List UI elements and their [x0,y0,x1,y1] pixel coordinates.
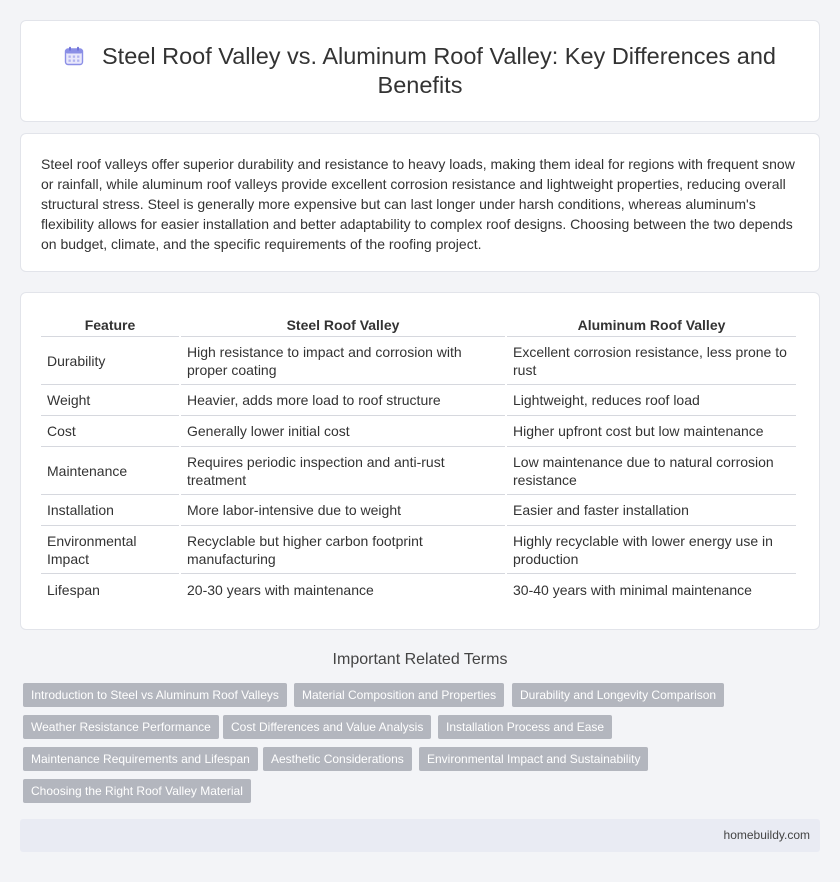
related-tag[interactable]: Environmental Impact and Sustainability [419,747,648,771]
table-row [41,447,796,495]
title-card [20,20,820,122]
cell-feature: Lifespan [47,581,100,598]
table-row [41,337,796,385]
related-tag[interactable]: Weather Resistance Performance [23,715,219,739]
table-header-row [41,313,796,337]
cell-aluminum: Highly recyclable with lower energy use in production [507,526,796,574]
header-steel: Steel Roof Valley [181,313,505,337]
cell-aluminum: Easier and faster installation [507,495,796,526]
related-terms-title: Important Related Terms [332,651,508,668]
related-tag[interactable]: Introduction to Steel vs Aluminum Roof Valleys [23,683,287,707]
cell-steel: 20-30 years with maintenance [187,581,374,598]
cell-feature: Durability [41,337,179,385]
intro-card [20,133,820,272]
cell-aluminum: Excellent corrosion resistance, less prone to rust [507,337,796,385]
footer-site[interactable]: homebuildy.com [723,828,810,842]
cell-aluminum: Lightweight, reduces roof load [507,385,796,416]
header-aluminum: Aluminum Roof Valley [507,313,796,337]
cell-feature: Environmental Impact [41,526,179,574]
table-row [41,574,796,605]
cell-aluminum: Higher upfront cost but low maintenance [507,416,796,447]
table-row [41,495,796,526]
table-row [41,385,796,416]
related-tag[interactable]: Material Composition and Properties [294,683,504,707]
related-tag[interactable]: Installation Process and Ease [438,715,612,739]
cell-aluminum: Low maintenance due to natural corrosion resistance [507,447,796,495]
related-tag[interactable]: Aesthetic Considerations [263,747,412,771]
footer [20,819,820,852]
cell-steel: Recyclable but higher carbon footprint manufacturing [181,526,505,574]
calendar-icon [64,44,84,64]
table-row [41,526,796,574]
related-tag[interactable]: Maintenance Requirements and Lifespan [23,747,258,771]
header-feature: Feature [41,313,179,337]
related-tag[interactable]: Choosing the Right Roof Valley Material [23,779,251,803]
cell-aluminum: 30-40 years with minimal maintenance [513,581,752,598]
cell-steel: High resistance to impact and corrosion with proper coating [181,337,505,385]
comparison-card [20,292,820,630]
table-row [41,416,796,447]
related-tag[interactable]: Durability and Longevity Comparison [512,683,724,707]
cell-steel: Heavier, adds more load to roof structure [181,385,505,416]
cell-feature: Cost [41,416,179,447]
page-title-text: Steel Roof Valley vs. Aluminum Roof Valley: Key Differences and Benefits [102,43,776,98]
related-tag[interactable]: Cost Differences and Value Analysis [223,715,431,739]
cell-steel: Generally lower initial cost [181,416,505,447]
cell-feature: Maintenance [41,447,179,495]
intro-paragraph: Steel roof valleys offer superior durability and resistance to heavy loads, making them ideal for regions with frequent snow or rainfall, while aluminum roof valleys provide excellent corrosion resistance and lightweight properties, reducing overall structural stress. Steel is generally more expensive but can last longer under harsh conditions, whereas aluminum's flexibility allows for easier installation and better adaptability to complex roof designs. Choosing between the two depends on budget, climate, and the specific requirements of the roofing project. [41,156,795,252]
cell-steel: Requires periodic inspection and anti-rust treatment [181,447,505,495]
cell-steel: More labor-intensive due to weight [181,495,505,526]
page-title [45,42,795,100]
comparison-table [39,313,798,605]
cell-feature: Installation [41,495,179,526]
cell-feature: Weight [41,385,179,416]
